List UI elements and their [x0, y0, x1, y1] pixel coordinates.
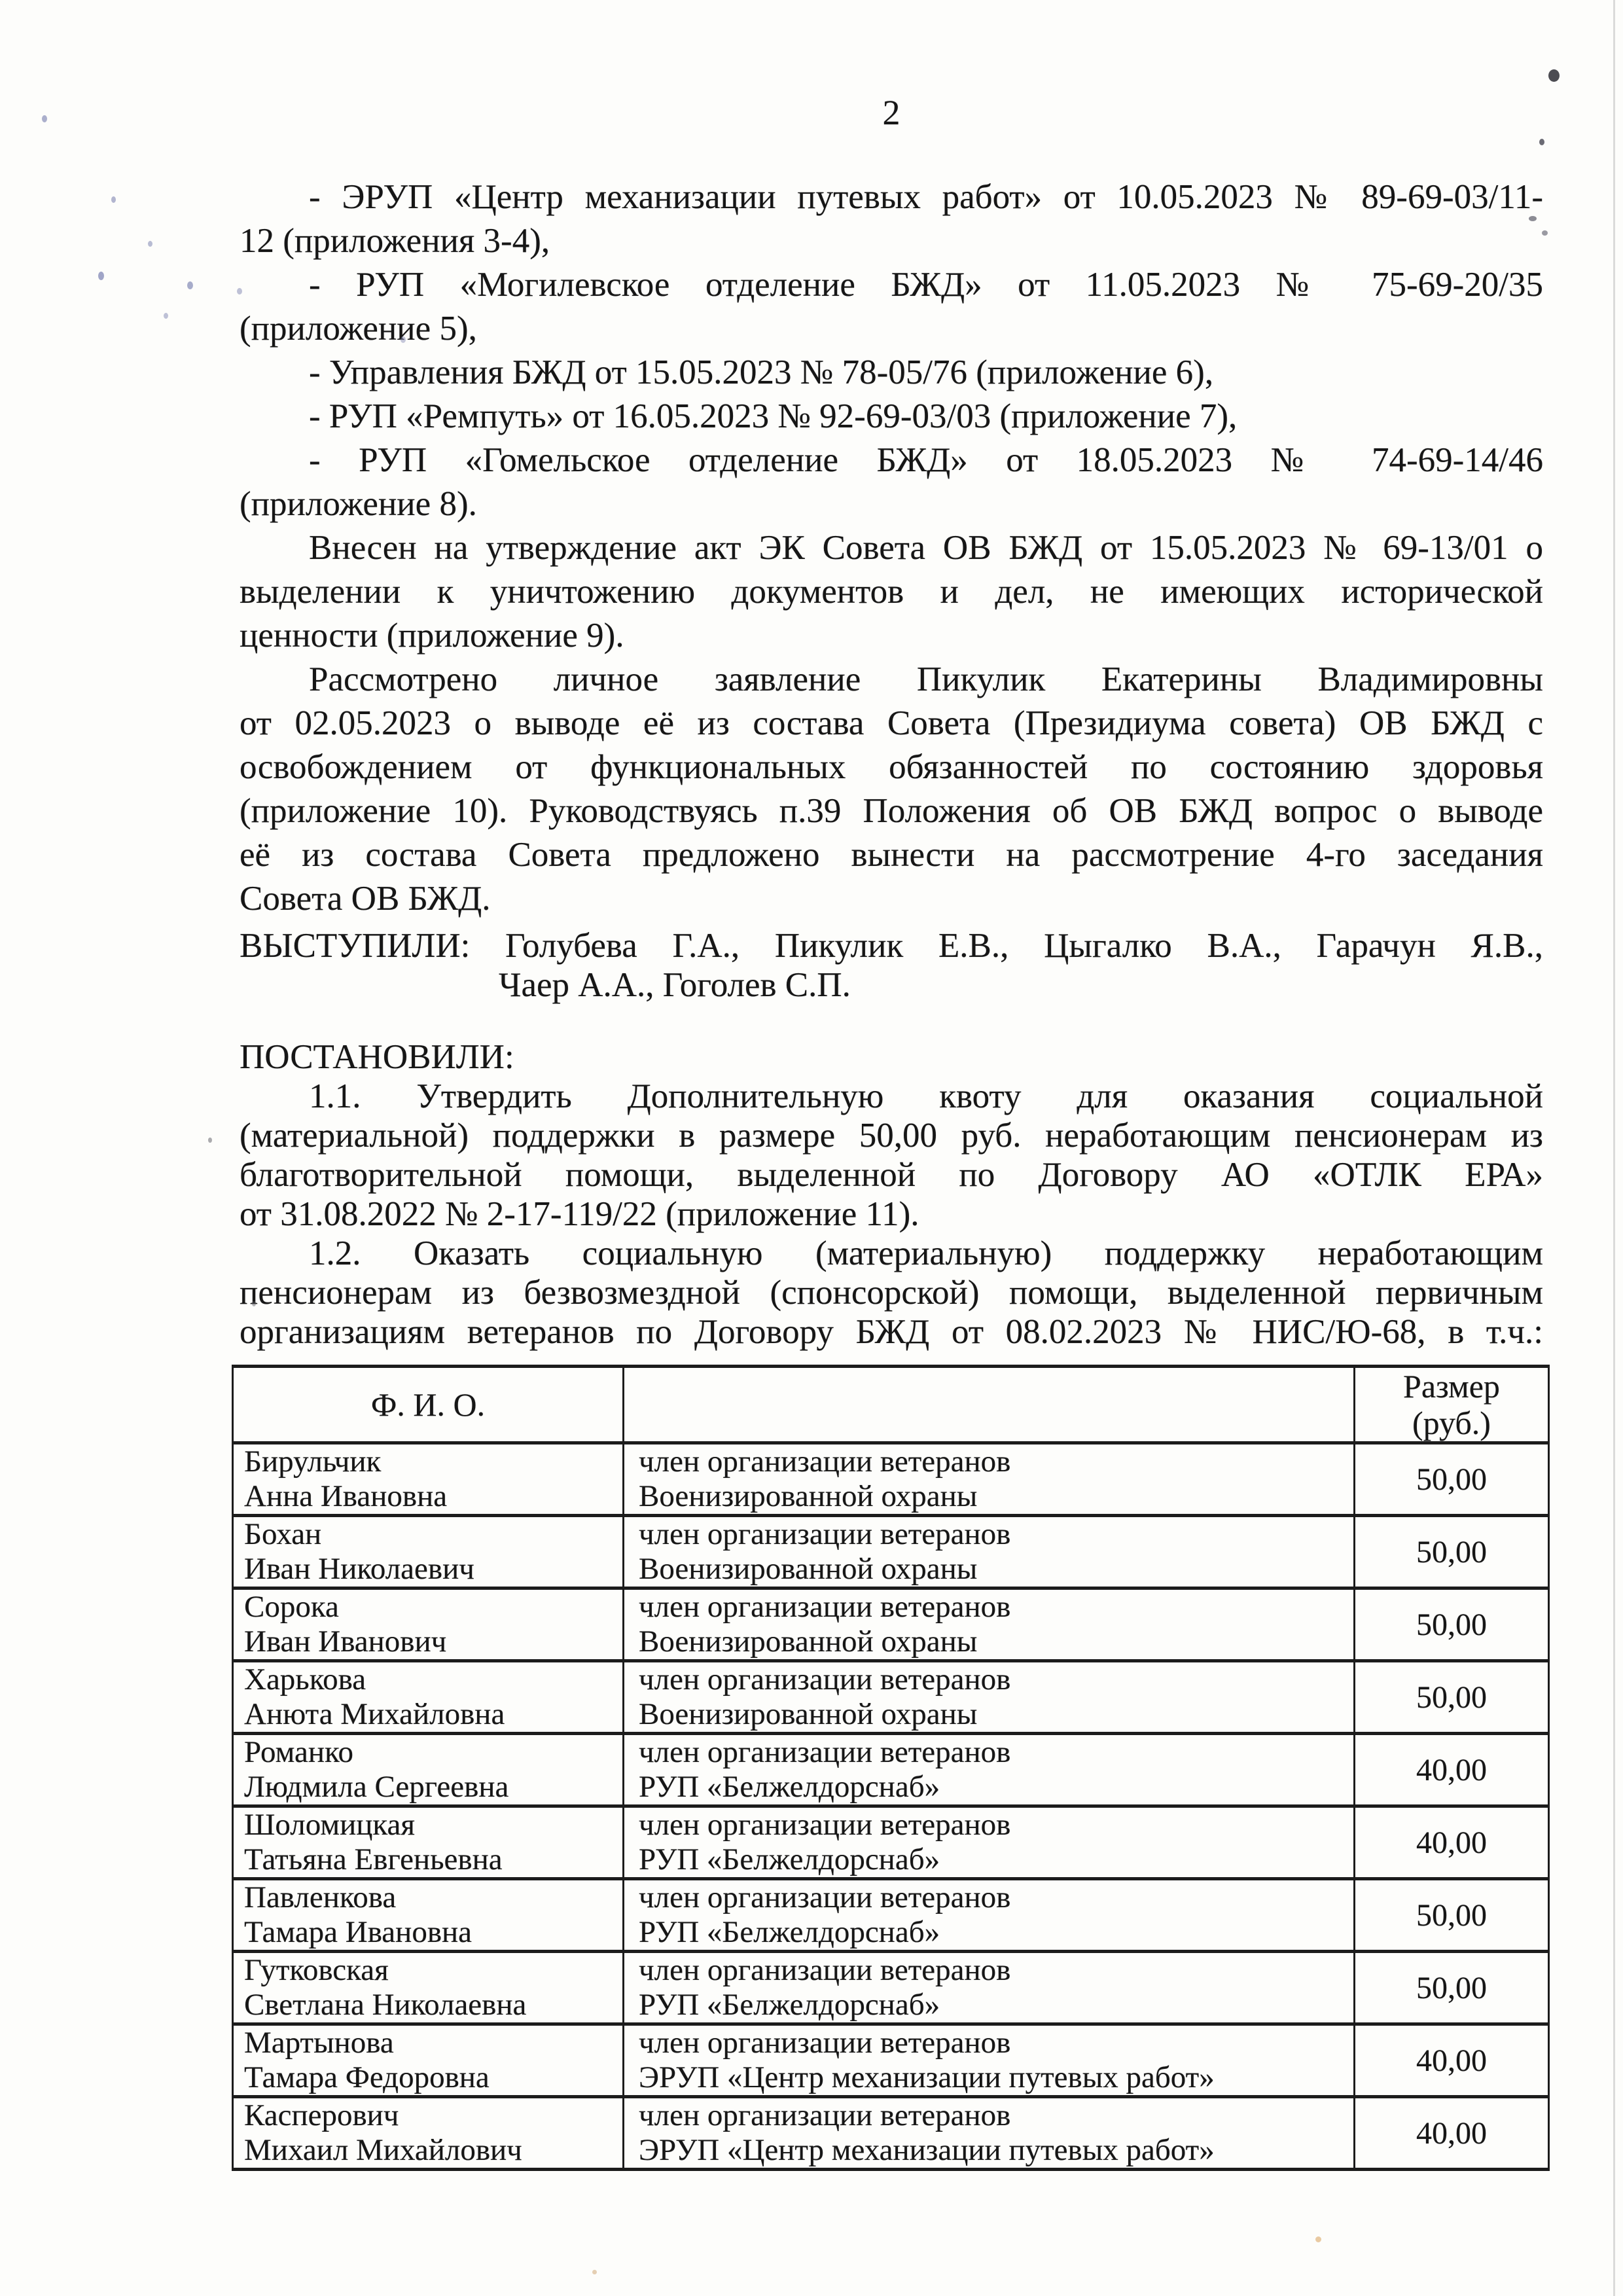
- scan-artifact: [42, 115, 47, 122]
- fio-line: Михаил Михайлович: [244, 2133, 522, 2167]
- scan-artifact: [187, 281, 193, 289]
- org-line: Военизированной охраны: [639, 1624, 978, 1659]
- table-row: [233, 1879, 1549, 1952]
- fio-line: Романко: [244, 1735, 353, 1769]
- resolution-items: [240, 1077, 1543, 1352]
- table-row: [233, 1588, 1549, 1661]
- text-line: - РУП «Ремпуть» от 16.05.2023 № 92-69-03/03 (приложение 7),: [309, 397, 1238, 435]
- text-line: (приложение 5),: [240, 310, 477, 348]
- amount-cell: 40,00: [1355, 2097, 1549, 2170]
- scan-artifact: [98, 272, 104, 280]
- paragraph: [240, 1077, 1543, 1234]
- text-line: пенсионерам из безвозмездной (спонсорской) помощи, выделенной первичным: [240, 1274, 1543, 1312]
- org-line: Военизированной охраны: [639, 1552, 978, 1586]
- fio-line: Татьяна Евгеньевна: [244, 1842, 503, 1876]
- org-line: ЭРУП «Центр механизации путевых работ»: [639, 2060, 1215, 2094]
- fio-cell: [233, 1588, 624, 1661]
- org-cell: [624, 1806, 1355, 1879]
- text-line: благотворительной помощи, выделенной по Договору АО «ОТЛК ЕРА»: [240, 1156, 1543, 1194]
- text-line: - Управления БЖД от 15.05.2023 № 78-05/76 (приложение 6),: [309, 353, 1214, 391]
- fio-cell: [233, 1806, 624, 1879]
- fio-cell: [233, 1734, 624, 1806]
- scan-artifact: [401, 336, 406, 343]
- fio-line: Иван Иванович: [244, 1624, 447, 1659]
- scan-artifact: [252, 1301, 256, 1306]
- text-line: Совета ОВ БЖД.: [240, 880, 491, 918]
- scan-artifact: [1529, 216, 1537, 221]
- scan-artifact: [111, 196, 116, 203]
- table-row: [233, 1952, 1549, 2024]
- col-header-amount-line2: (руб.): [1412, 1405, 1491, 1441]
- paragraph: [240, 658, 1543, 921]
- fio-line: Харькова: [244, 1662, 366, 1696]
- text-line: (приложение 10). Руководствуясь п.39 Положения об ОВ БЖД вопрос о выводе: [240, 792, 1543, 830]
- document-body: [240, 92, 1543, 1352]
- fio-line: Бохан: [244, 1517, 322, 1551]
- org-cell: [624, 1588, 1355, 1661]
- table-row: [233, 1734, 1549, 1806]
- table-row: [233, 1806, 1549, 1879]
- support-table-header: [233, 1367, 1549, 1443]
- scan-artifact: [1542, 230, 1548, 236]
- text-line: Внесен на утверждение акт ЭК Совета ОВ БЖД от 15.05.2023 № 69-13/01 о: [309, 529, 1543, 567]
- vystupili-block: [240, 926, 1543, 1005]
- scan-artifact: [208, 1138, 212, 1143]
- col-header-amount-line1: Размер: [1403, 1368, 1500, 1405]
- fio-line: Бирульчик: [244, 1444, 382, 1479]
- fio-line: Павленкова: [244, 1880, 397, 1914]
- org-line: РУП «Белжелдорснаб»: [639, 1988, 940, 2022]
- fio-line: Анна Ивановна: [244, 1479, 448, 1513]
- org-line: РУП «Белжелдорснаб»: [639, 1770, 940, 1804]
- org-line: Военизированной охраны: [639, 1697, 978, 1731]
- org-line: член организации ветеранов: [639, 1662, 1011, 1696]
- scan-artifact: [1548, 69, 1560, 82]
- table-row: [233, 1516, 1549, 1588]
- paragraph-block: [240, 175, 1543, 921]
- fio-cell: [233, 1661, 624, 1734]
- org-line: Военизированной охраны: [639, 1479, 978, 1513]
- text-line: (приложение 8).: [240, 485, 477, 523]
- table-row: [233, 1661, 1549, 1734]
- page-number: 2: [882, 93, 901, 132]
- table-row: [233, 2024, 1549, 2097]
- fio-line: Иван Николаевич: [244, 1552, 474, 1586]
- org-line: ЭРУП «Центр механизации путевых работ»: [639, 2133, 1215, 2167]
- col-header-fio: Ф. И. О.: [233, 1367, 624, 1443]
- text-line: - ЭРУП «Центр механизации путевых работ» от 10.05.2023 № 89-69-03/11-: [309, 178, 1543, 216]
- org-cell: [624, 1879, 1355, 1952]
- col-header-amount: [1355, 1367, 1549, 1443]
- text-line: организациям ветеранов по Договору БЖД от 08.02.2023 № НИС/Ю-68, в т.ч.:: [240, 1313, 1543, 1351]
- vystupili-names: Голубева Г.А., Пикулик Е.В., Цыгалко В.А., Гарачун Я.В.,: [505, 927, 1543, 965]
- amount-cell: 40,00: [1355, 1806, 1549, 1879]
- fio-line: Людмила Сергеевна: [244, 1770, 509, 1804]
- org-line: член организации ветеранов: [639, 1590, 1011, 1624]
- fio-cell: [233, 2097, 624, 2170]
- text-line: выделении к уничтожению документов и дел, не имеющих исторической: [240, 573, 1543, 611]
- paragraph: [240, 351, 1543, 395]
- org-cell: [624, 1661, 1355, 1734]
- org-line: член организации ветеранов: [639, 1953, 1011, 1987]
- paragraph: [240, 175, 1543, 263]
- paragraph: [240, 395, 1543, 439]
- org-line: РУП «Белжелдорснаб»: [639, 1842, 940, 1876]
- amount-cell: 50,00: [1355, 1443, 1549, 1516]
- org-line: член организации ветеранов: [639, 1517, 1011, 1551]
- fio-line: Касперович: [244, 2098, 399, 2132]
- org-line: РУП «Белжелдорснаб»: [639, 1915, 940, 1949]
- text-line: её из состава Совета предложено вынести на рассмотрение 4-го заседания: [240, 836, 1543, 874]
- vystupili-label: ВЫСТУПИЛИ:: [240, 927, 471, 965]
- fio-cell: [233, 1516, 624, 1588]
- org-line: член организации ветеранов: [639, 1444, 1011, 1479]
- text-line: 1.1. Утвердить Дополнительную квоту для оказания социальной: [309, 1077, 1543, 1115]
- org-line: член организации ветеранов: [639, 1880, 1011, 1914]
- page-edge-shadow: [1613, 0, 1615, 2296]
- support-table-body: [233, 1443, 1549, 2170]
- fio-cell: [233, 1879, 624, 1952]
- amount-cell: 40,00: [1355, 2024, 1549, 2097]
- scan-artifact: [1315, 2236, 1321, 2242]
- fio-line: Шоломицкая: [244, 1808, 416, 1842]
- text-line: - РУП «Могилевское отделение БЖД» от 11.05.2023 № 75-69-20/35: [309, 266, 1543, 304]
- scan-artifact: [592, 2270, 597, 2274]
- vystupili-line: [240, 926, 1543, 965]
- fio-line: Анюта Михайловна: [244, 1697, 505, 1731]
- amount-cell: 50,00: [1355, 1661, 1549, 1734]
- table-row: [233, 2097, 1549, 2170]
- header-row: [233, 1367, 1549, 1443]
- text-line: 1.2. Оказать социальную (материальную) поддержку неработающим: [309, 1234, 1543, 1272]
- org-line: член организации ветеранов: [639, 1808, 1011, 1842]
- amount-cell: 50,00: [1355, 1952, 1549, 2024]
- fio-cell: [233, 1443, 624, 1516]
- text-line: Рассмотрено личное заявление Пикулик Екатерины Владимировны: [309, 660, 1543, 698]
- amount-cell: 40,00: [1355, 1734, 1549, 1806]
- paragraph: [240, 1234, 1543, 1352]
- org-line: член организации ветеранов: [639, 1735, 1011, 1769]
- scan-artifact: [148, 241, 152, 247]
- org-line: член организации ветеранов: [639, 2098, 1011, 2132]
- text-line: ценности (приложение 9).: [240, 617, 624, 655]
- fio-line: Сорока: [244, 1590, 339, 1624]
- fio-line: Светлана Николаевна: [244, 1988, 527, 2022]
- fio-line: Тамара Федоровна: [244, 2060, 490, 2094]
- org-cell: [624, 1516, 1355, 1588]
- org-cell: [624, 1734, 1355, 1806]
- text-line: от 31.08.2022 № 2-17-119/22 (приложение 11).: [240, 1195, 919, 1233]
- paragraph: [240, 526, 1543, 658]
- amount-cell: 50,00: [1355, 1516, 1549, 1588]
- text-line: 12 (приложения 3-4),: [240, 222, 550, 260]
- table-row: [233, 1443, 1549, 1516]
- fio-line: Мартынова: [244, 2026, 394, 2060]
- scan-artifact: [1539, 139, 1544, 145]
- vystupili-line2: Чаер А.А., Гоголев С.П.: [499, 966, 851, 1004]
- amount-cell: 50,00: [1355, 1588, 1549, 1661]
- text-line: освобождением от функциональных обязанностей по состоянию здоровья: [240, 748, 1543, 786]
- scan-artifact: [164, 313, 168, 319]
- scan-artifact: [237, 288, 242, 295]
- org-line: член организации ветеранов: [639, 2026, 1011, 2060]
- text-line: - РУП «Гомельское отделение БЖД» от 18.05.2023 № 74-69-14/46: [309, 441, 1543, 479]
- support-table: [232, 1365, 1550, 2171]
- fio-line: Гутковская: [244, 1953, 389, 1987]
- org-cell: [624, 1443, 1355, 1516]
- postanovili-heading: ПОСТАНОВИЛИ:: [240, 1038, 514, 1076]
- org-cell: [624, 1952, 1355, 2024]
- org-cell: [624, 2097, 1355, 2170]
- col-header-org: [624, 1367, 1355, 1443]
- paragraph: [240, 263, 1543, 351]
- org-cell: [624, 2024, 1355, 2097]
- text-line: от 02.05.2023 о выводе её из состава Совета (Президиума совета) ОВ БЖД с: [240, 704, 1543, 742]
- fio-cell: [233, 2024, 624, 2097]
- text-line: (материальной) поддержки в размере 50,00 руб. неработающим пенсионерам из: [240, 1117, 1543, 1155]
- amount-cell: 50,00: [1355, 1879, 1549, 1952]
- paragraph: [240, 439, 1543, 526]
- fio-line: Тамара Ивановна: [244, 1915, 473, 1949]
- fio-cell: [233, 1952, 624, 2024]
